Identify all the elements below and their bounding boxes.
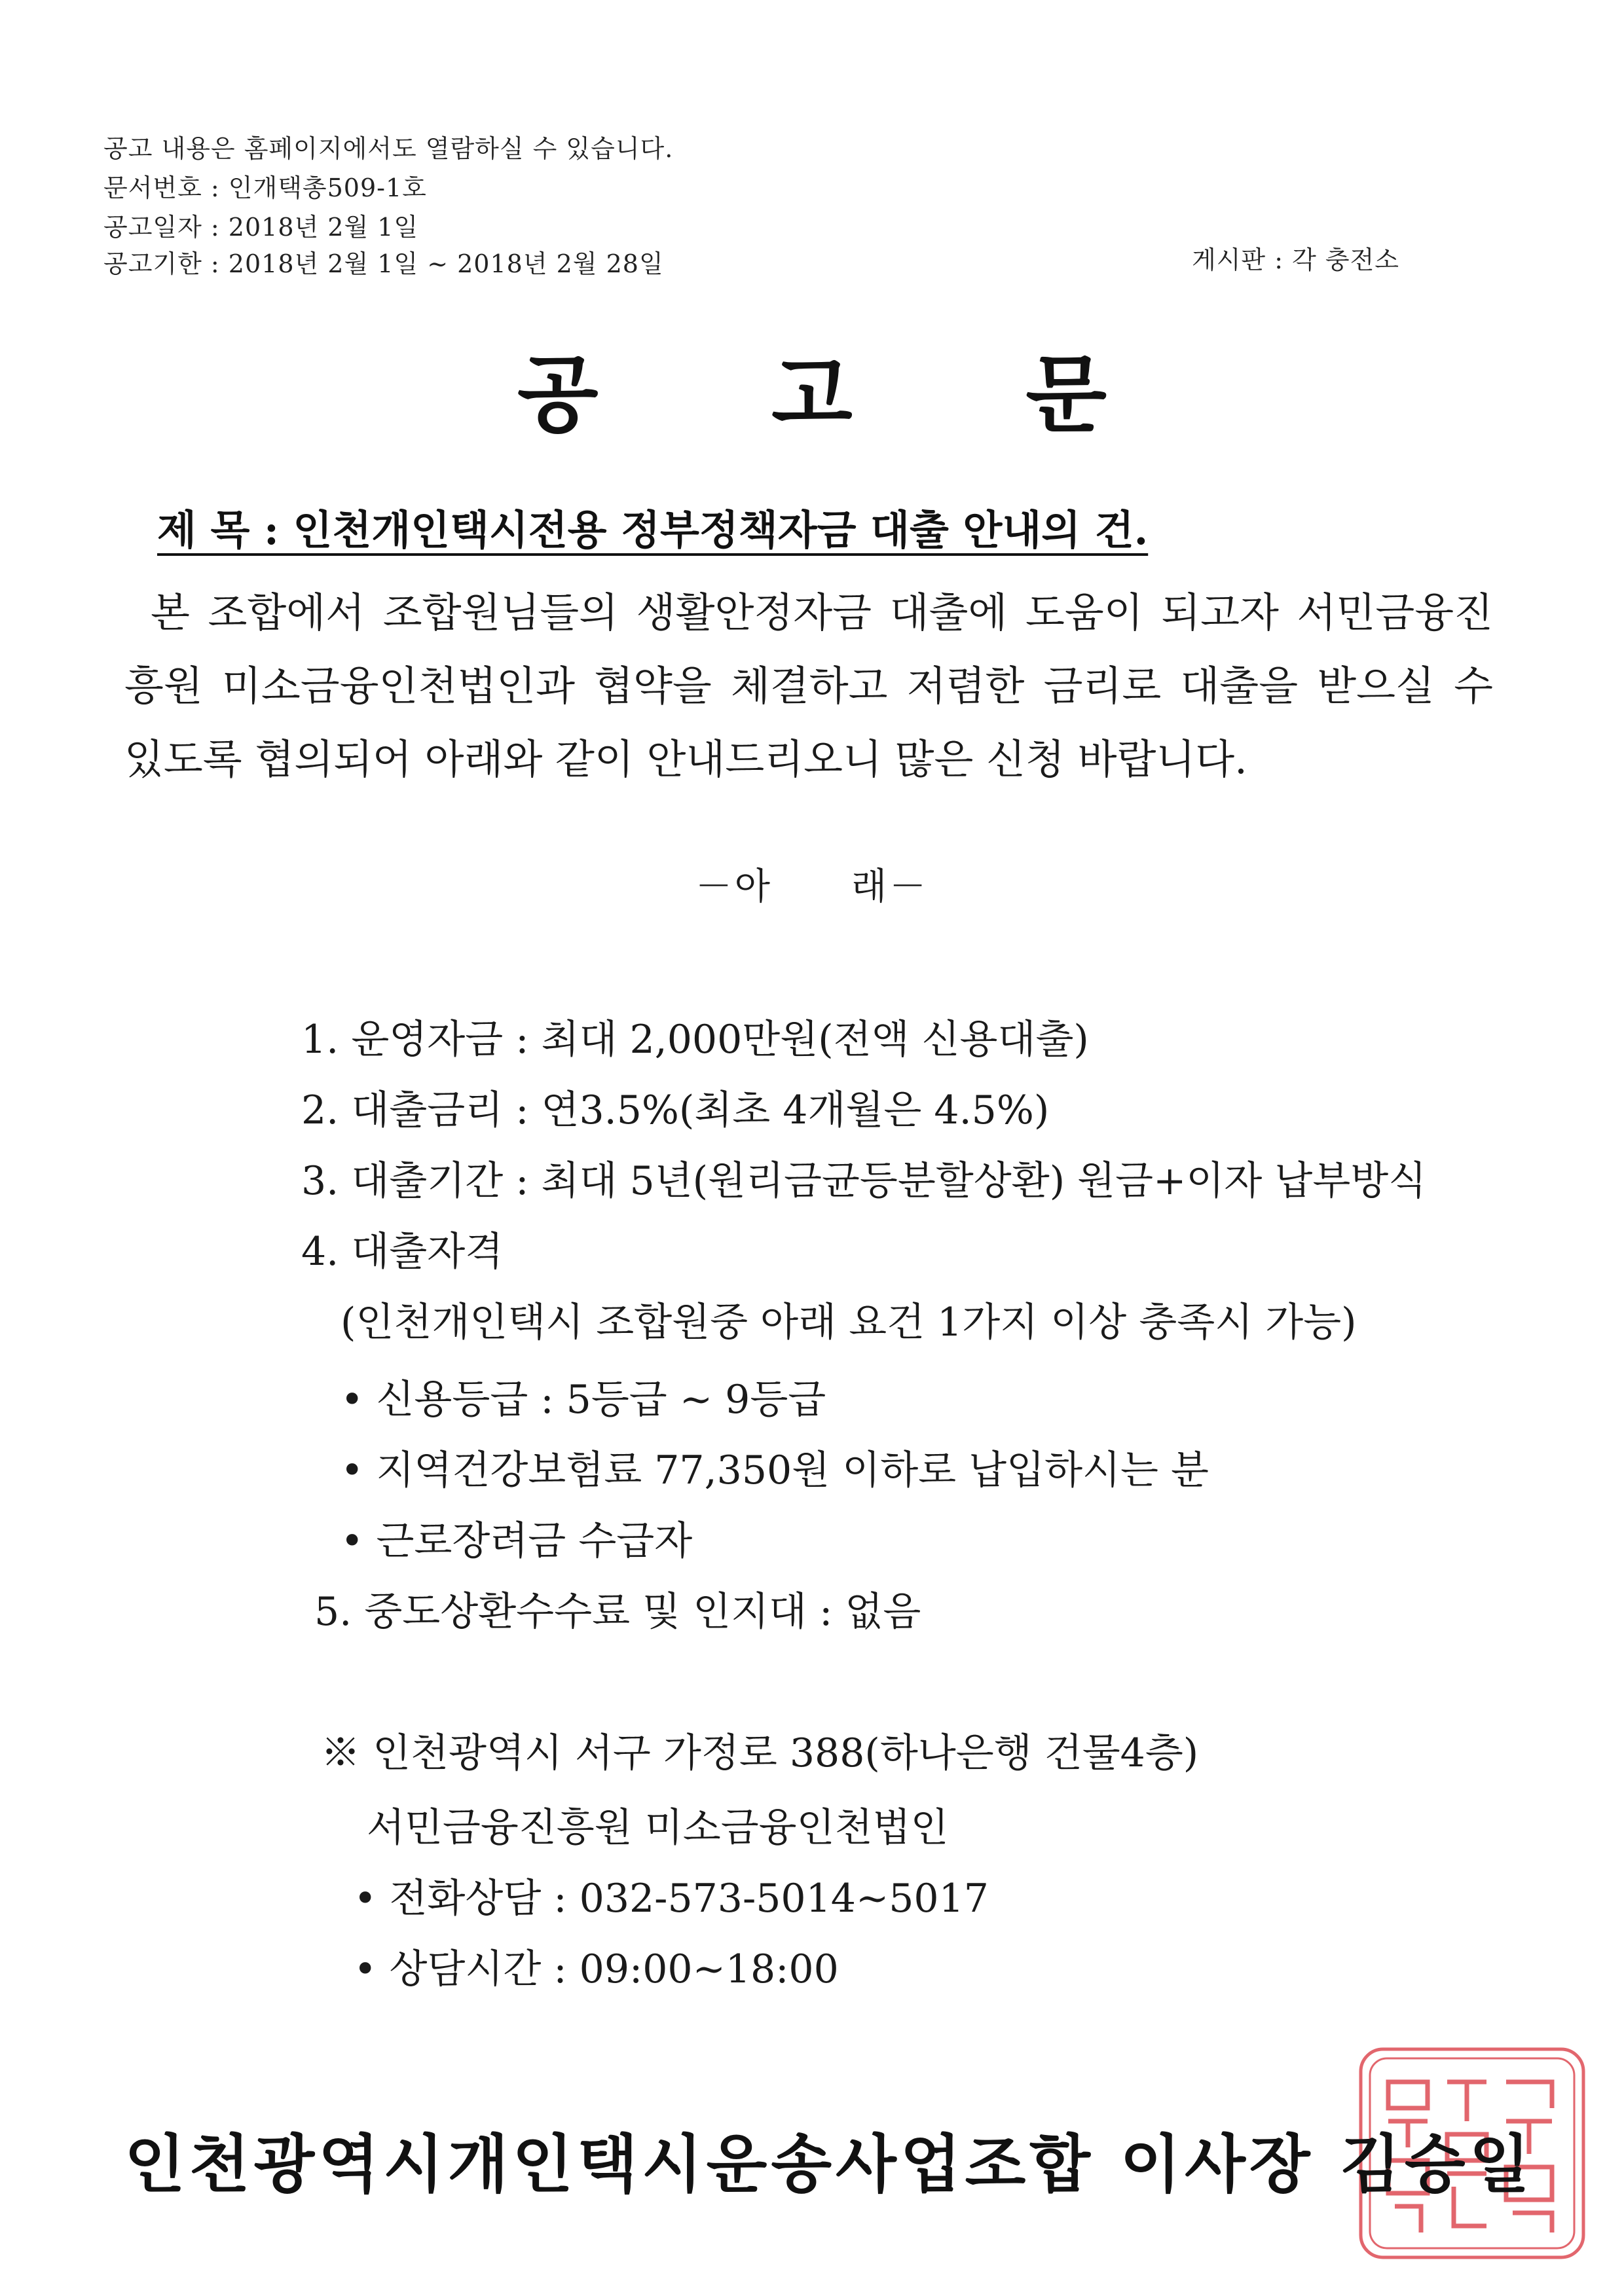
body-paragraph — [124, 576, 1493, 796]
page-title: 공 고 문 — [517, 346, 1179, 444]
contact-phone: • 전화상담 : 032-573-5014~5017 — [354, 1876, 989, 1922]
contact-organization: 서민금융진흥원 미소금융인천법인 — [367, 1805, 949, 1851]
section-heading-right: 래－ — [851, 866, 929, 908]
eligibility-condition: (인천개인택시 조합원중 아래 요건 1가지 이상 충족시 가능) — [341, 1300, 1357, 1345]
list-item-interest-rate: 2. 대출금리 : 연3.5%(최초 4개월은 4.5%) — [301, 1087, 1050, 1133]
list-item-operating-funds: 1. 운영자금 : 최대 2,000만원(전액 신용대출) — [301, 1017, 1089, 1063]
notice-date: 공고일자 : 2018년 2월 1일 — [103, 213, 419, 242]
body-text: 본 조합에서 조합원님들의 생활안정자금 대출에 도움이 되고자 서민금융진흥원 미소금융인천법인과 협약을 체결하고 저렴한 금리로 대출을 받으실 수 있도록 협의되어 아래와 같이 안내드리오니 많은 신청 바랍니다. — [124, 589, 1493, 783]
notice-period: 공고기한 : 2018년 2월 1일 ~ 2018년 2월 28일 — [103, 249, 664, 278]
list-item-loan-period: 3. 대출기간 : 최대 5년(원리금균등분할상환) 원금+이자 납부방식 — [301, 1158, 1427, 1204]
list-item-credit-grade: • 신용등급 : 5등급 ~ 9등급 — [341, 1377, 826, 1423]
list-item-fees: 5. 중도상환수수료 및 인지대 : 없음 — [314, 1589, 921, 1635]
homepage-notice: 공고 내용은 홈페이지에서도 열람하실 수 있습니다. — [103, 134, 674, 163]
section-heading — [0, 858, 1624, 910]
document-number: 문서번호 : 인개택총509-1호 — [103, 173, 427, 202]
contact-address: ※ 인천광역시 서구 가정로 388(하나은행 건물4층) — [321, 1730, 1199, 1776]
subject-line: 제 목 : 인천개인택시전용 정부정책자금 대출 안내의 건. — [157, 506, 1149, 554]
section-heading-left: －아 — [695, 866, 773, 908]
contact-hours: • 상담시간 : 09:00~18:00 — [354, 1946, 839, 1992]
list-item-health-insurance: • 지역건강보험료 77,350원 이하로 납입하시는 분 — [341, 1448, 1209, 1493]
list-item-earned-income: • 근로장려금 수급자 — [341, 1518, 693, 1564]
list-item-eligibility: 4. 대출자격 — [301, 1229, 504, 1275]
issuer-signature: 인천광역시개인택시운송사업조합 이사장 김승일 — [124, 2127, 1534, 2201]
bulletin-board: 게시판 : 각 충전소 — [1192, 246, 1399, 274]
